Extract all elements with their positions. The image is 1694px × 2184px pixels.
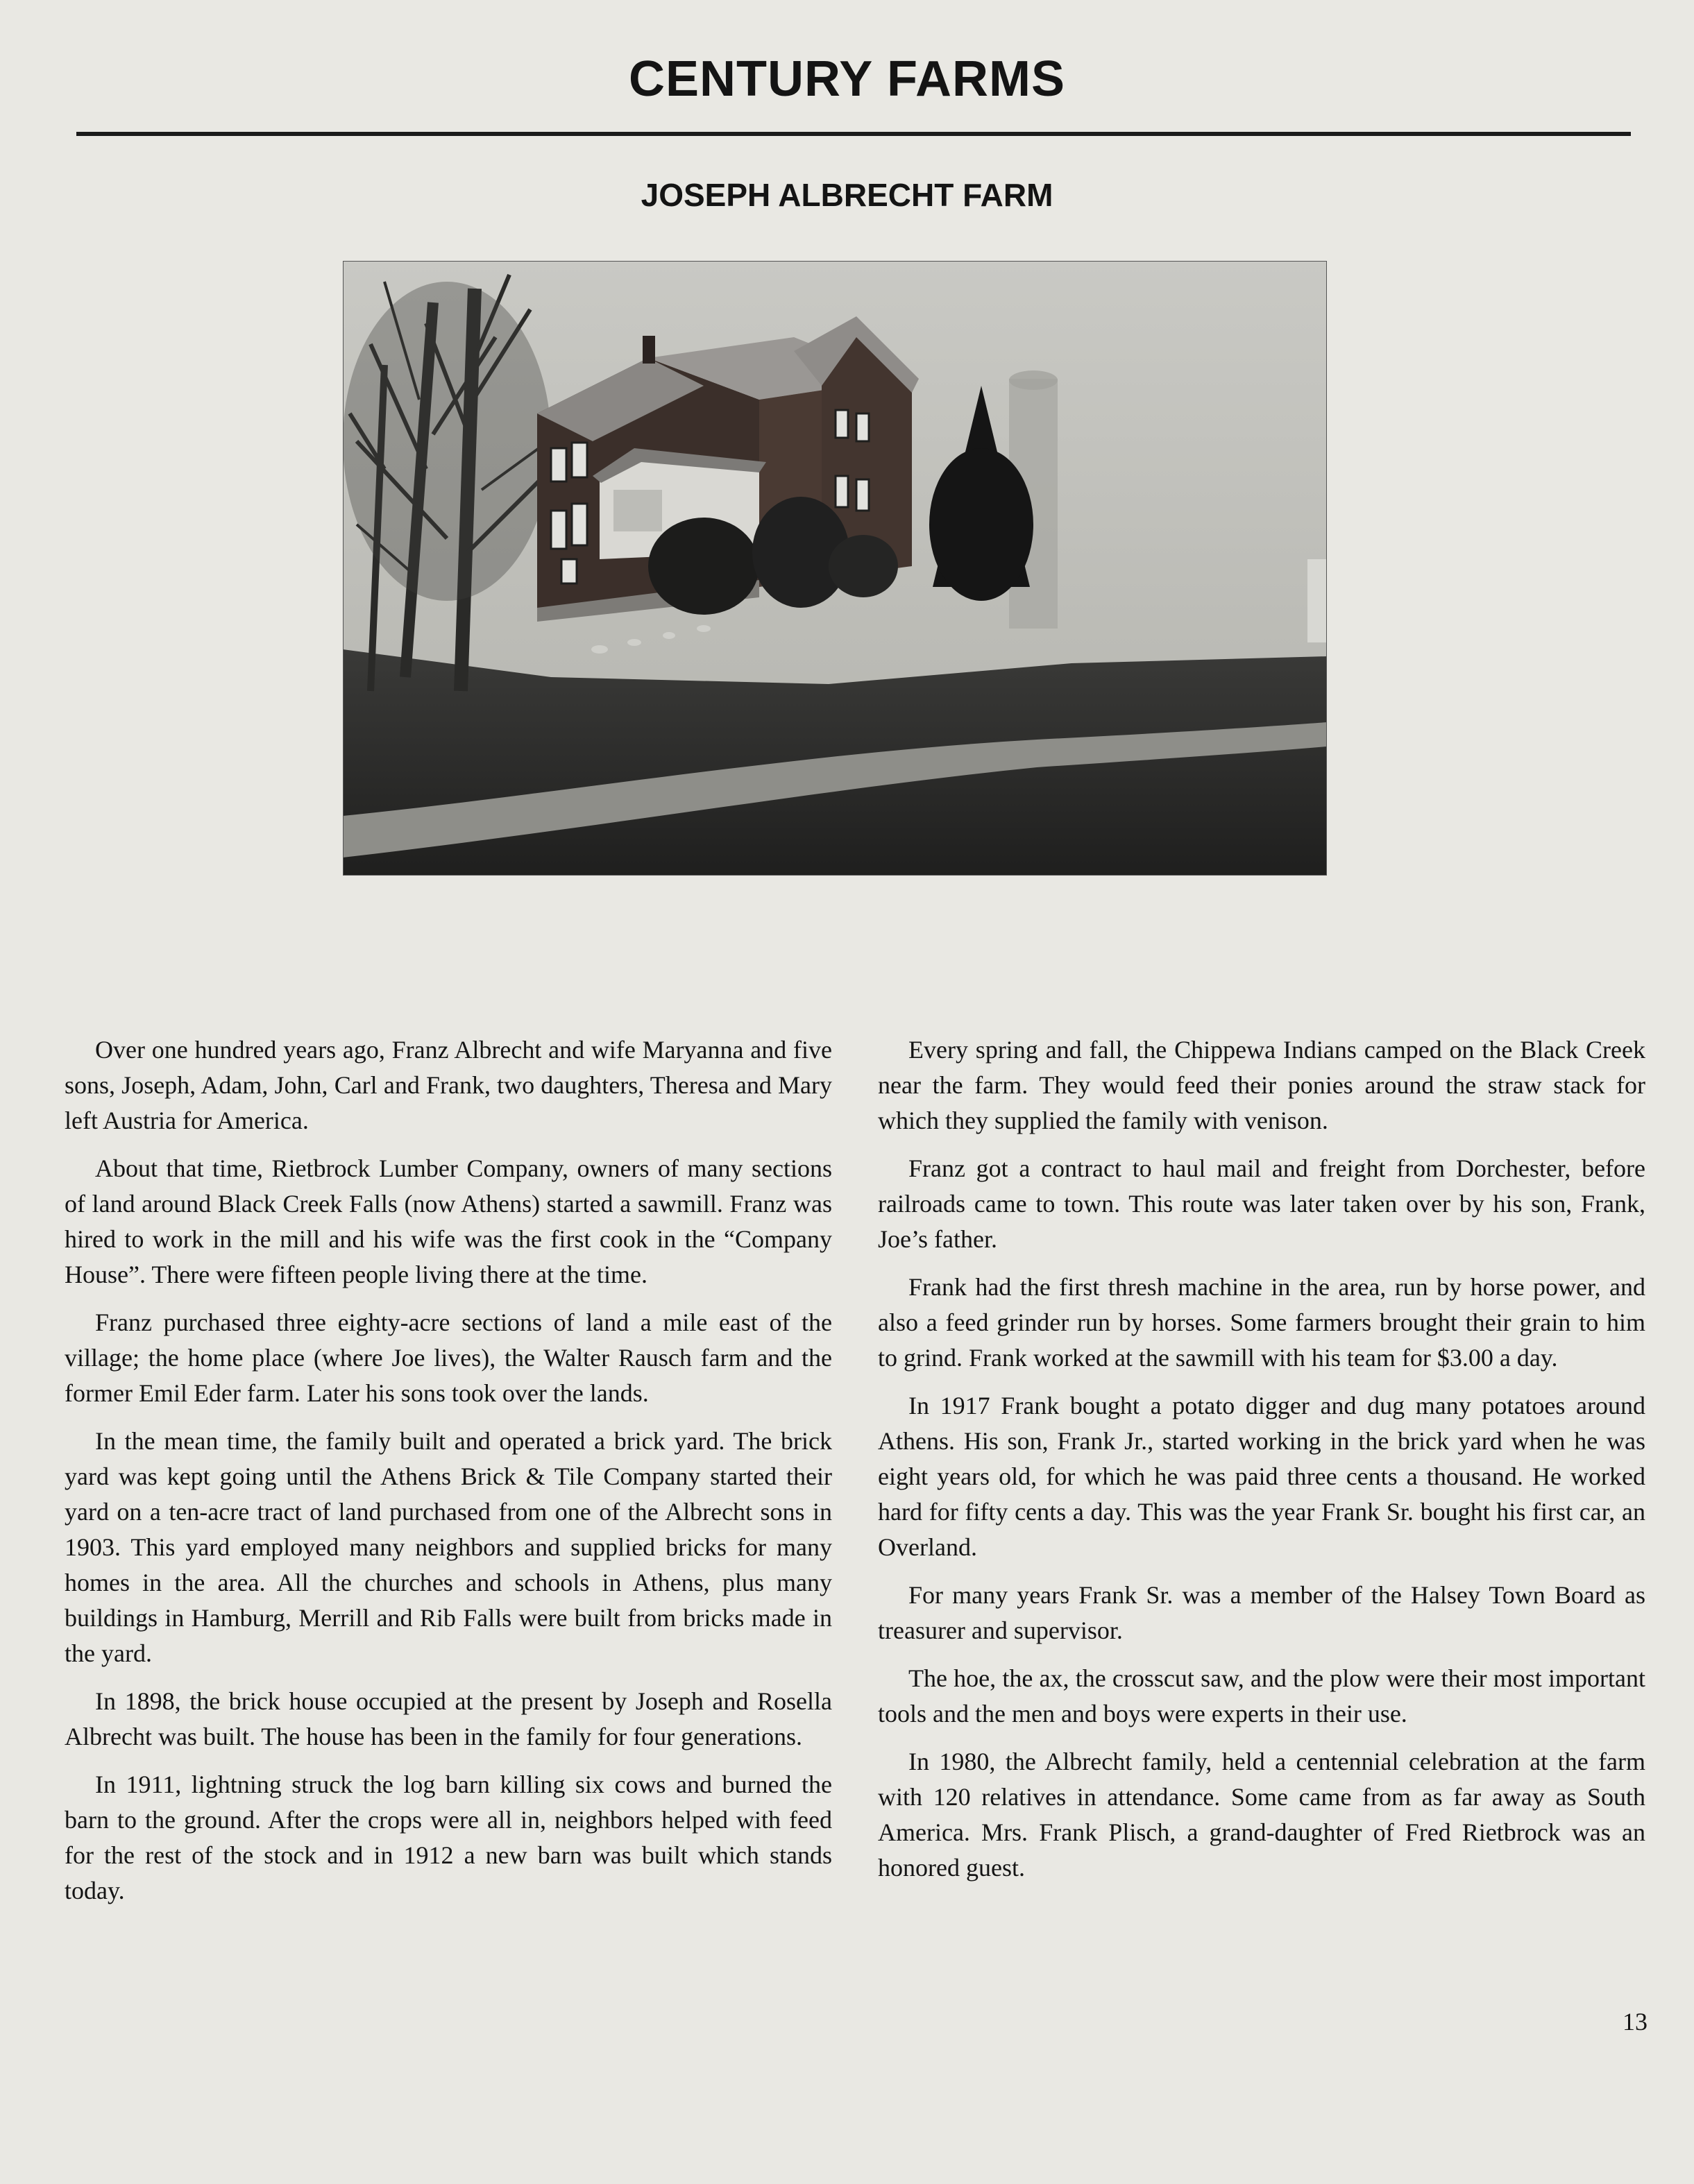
left-column (65, 1032, 832, 1921)
paragraph: In 1917 Frank bought a potato digger and dug many potatoes around Athens. His son, Frank Jr., started working in the brick yard when he was eight years old, for which he was paid three cents a thousand. He worked hard for fifty cents a day. This was the year Frank Sr. bought his first car, an Overland. (878, 1392, 1645, 1561)
paragraph: Frank had the first thresh machine in the area, run by horse power, and also a feed grinder run by horses. Some farmers brought their grain to him to grind. Frank worked at the sawmill with his team for $3.00 a day. (878, 1273, 1645, 1372)
paragraph: The hoe, the ax, the crosscut saw, and the plow were their most important tools and the men and boys were experts in their use. (878, 1664, 1645, 1727)
paragraph: In 1980, the Albrecht family, held a centennial celebration at the farm with 120 relatives in attendance. Some came from as far away as South America. Mrs. Frank Plisch, a grand-daughter of Fred Rietbrock was an honored guest. (878, 1748, 1645, 1882)
page-number: 13 (1623, 2008, 1648, 2036)
right-column (878, 1032, 1645, 1898)
paragraph: For many years Frank Sr. was a member of the Halsey Town Board as treasurer and supervisor. (878, 1581, 1645, 1644)
paragraph: In 1898, the brick house occupied at the present by Joseph and Rosella Albrecht was built. The house has been in the family for four generations. (65, 1687, 832, 1750)
paragraph: Franz purchased three eighty-acre sections of land a mile east of the village; the home place (where Joe lives), the Walter Rausch farm and the former Emil Eder farm. Later his sons took over the lands. (65, 1308, 832, 1407)
paragraph: Franz got a contract to haul mail and freight from Dorchester, before railroads came to town. This route was later taken over by his son, Frank, Joe’s father. (878, 1154, 1645, 1253)
paragraph: In the mean time, the family built and operated a brick yard. The brick yard was kept going until the Athens Brick & Tile Company started their yard on a ten-acre tract of land purchased from one of the Albrecht sons in 1903. This yard employed many neighbors and supplied bricks for many homes in the area. All the churches and schools in Athens, plus many buildings in Hamburg, Merrill and Rib Falls were built from bricks made in the yard. (65, 1427, 832, 1667)
paragraph: About that time, Rietbrock Lumber Company, owners of many sections of land around Black Creek Falls (now Athens) started a sawmill. Franz was hired to work in the mill and his wife was the first cook in the “Company House”. There were fifteen people living there at the time. (65, 1154, 832, 1288)
header-rule (76, 132, 1631, 136)
paragraph: Every spring and fall, the Chippewa Indians camped on the Black Creek near the farm. They would feed their ponies around the straw stack for which they supplied the family with venison. (878, 1036, 1645, 1134)
paragraph: In 1911, lightning struck the log barn killing six cows and burned the barn to the ground. After the crops were all in, neighbors helped with feed for the rest of the stock and in 1912 a new barn was built which stands today. (65, 1771, 832, 1904)
article-title: JOSEPH ALBRECHT FARM (641, 177, 1053, 213)
paragraph: Over one hundred years ago, Franz Albrecht and wife Maryanna and five sons, Joseph, Adam, John, Carl and Frank, two daughters, Theresa and Mary left Austria for America. (65, 1036, 832, 1134)
farmhouse-photo (343, 261, 1327, 876)
page-header-title: CENTURY FARMS (628, 51, 1066, 107)
